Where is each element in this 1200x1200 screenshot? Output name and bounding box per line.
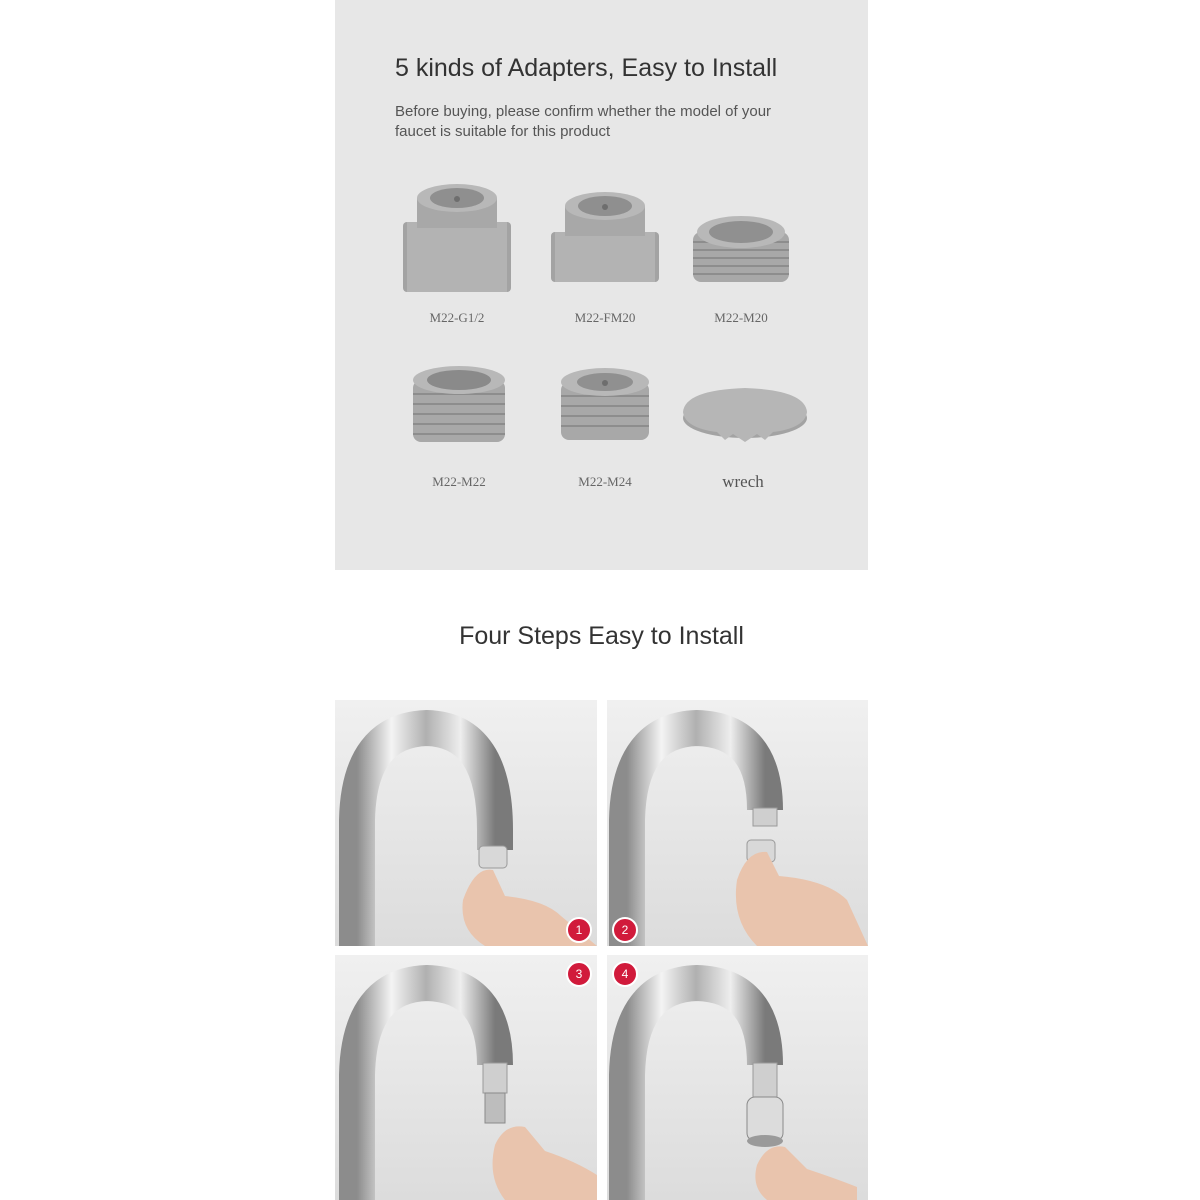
adapter-hex-large-icon	[387, 182, 527, 302]
adapter-item	[673, 356, 813, 506]
step-3-faucet-photo	[335, 955, 597, 1200]
install-title: Four Steps Easy to Install	[459, 622, 744, 650]
step-badge-2: 2	[612, 917, 638, 943]
step-2-faucet-photo	[607, 700, 868, 946]
adapter-item	[535, 182, 675, 332]
adapter-threaded-wide-icon	[671, 182, 811, 302]
adapter-hex-medium-icon	[535, 182, 675, 302]
adapter-label: M22-M24	[578, 474, 632, 489]
adapter-item	[535, 356, 675, 506]
adapter-label: M22-M20	[714, 310, 768, 325]
product-detail-strip	[335, 0, 868, 1200]
adapter-item	[387, 182, 527, 332]
wrench-disc-icon	[673, 356, 813, 466]
step-4-faucet-photo	[607, 955, 868, 1200]
adapter-label: M22-G1/2	[429, 310, 485, 325]
adapter-threaded-small-icon	[535, 356, 675, 466]
adapter-label: M22-M22	[432, 474, 486, 489]
adapters-title: 5 kinds of Adapters, Easy to Install	[395, 54, 778, 82]
adapter-label: M22-FM20	[574, 310, 636, 325]
step-1-faucet-photo	[335, 700, 597, 946]
step-badge-4: 4	[612, 961, 638, 987]
adapter-item	[671, 182, 811, 332]
adapter-item	[389, 356, 529, 506]
compatibility-note: Before buying, please confirm whether the model of your faucet is suitable for this product	[395, 103, 772, 140]
adapter-label: wrech	[722, 472, 764, 491]
adapters-panel	[335, 0, 868, 570]
step-badge-1: 1	[566, 917, 592, 943]
adapter-threaded-icon	[389, 356, 529, 466]
step-badge-3: 3	[566, 961, 592, 987]
